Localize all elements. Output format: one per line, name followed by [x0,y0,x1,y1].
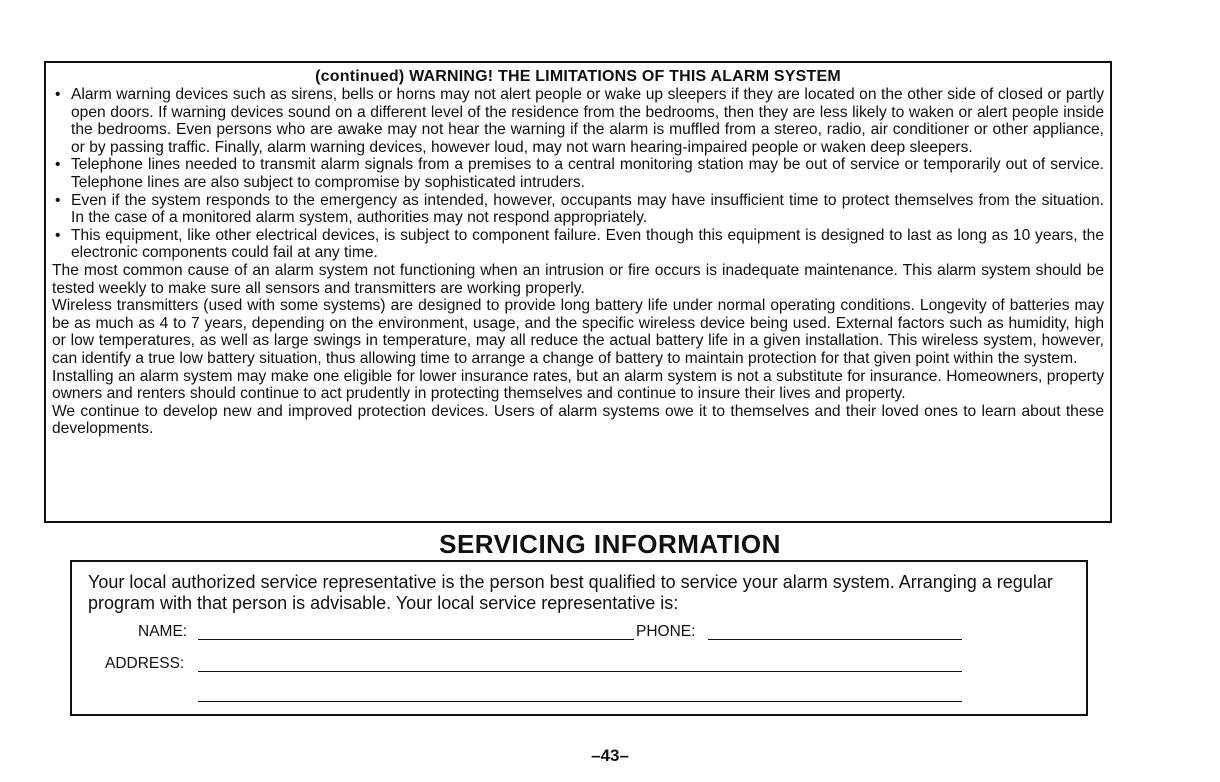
servicing-heading: SERVICING INFORMATION [439,529,781,559]
bullet-icon: • [55,226,61,244]
phone-label: PHONE: [636,623,696,640]
name-label: NAME: [138,623,188,640]
warning-bullet-text: Alarm warning devices such as sirens, bells or horns may not alert people or wake up sleepers if they are located on the other side of closed or partly open doors. If warning devices sound on a different level of the residence from the bedrooms, then they are less likely to waken or alert people inside the bedrooms. Even persons who are awake may not hear the warning if the alarm is muffled from a stereo, radio, air conditioner or other appliance, or by passing traffic. Finally, alarm warning devices, however loud, may not warn hearing-impaired people or waken deep sleepers. [71,86,1104,156]
bullet-icon: • [55,191,61,209]
address-field-line[interactable] [198,671,962,672]
warning-bullet-text: Even if the system responds to the emergency as intended, however, occupants may have insufficient time to protect themselves from the situation. In the case of a monitored alarm system, authorities may not respond appropriately. [71,191,1104,227]
warning-bullet [52,192,1104,227]
wireless-battery-paragraph: Wireless transmitters (used with some systems) are designed to provide long battery life under normal operating conditions. Longevity of batteries may be as much as 4 to 7 years, depending on the environment, usage, and the specific wireless device being used. External factors such as humidity, high or low temperatures, as well as large swings in temperature, may all reduce the actual battery life in a given installation. This wireless system, however, can identify a true low battery situation, thus allowing time to arrange a change of battery to maintain protection for that given point within the system. [52,297,1104,367]
warning-bullet [52,156,1104,191]
name-field-line[interactable] [198,639,634,640]
servicing-box [70,560,1088,716]
insurance-paragraph: Installing an alarm system may make one eligible for lower insurance rates, but an alarm system is not a substitute for insurance. Homeowners, property owners and renters should continue to act prudently in protecting themselves and continue to insure their lives and property. [52,367,1104,403]
page-number: –43– [591,746,629,765]
warning-bullet [52,86,1104,156]
new-devices-paragraph: We continue to develop new and improved protection devices. Users of alarm systems owe it to themselves and their loved ones to learn about these developments. [52,402,1104,438]
maintenance-paragraph: The most common cause of an alarm system not functioning when an intrusion or fire occurs is inadequate maintenance. This alarm system should be tested weekly to make sure all sensors and transmitters are working properly. [52,261,1104,297]
warning-title: (continued) WARNING! THE LIMITATIONS OF THIS ALARM SYSTEM [315,68,841,85]
warning-bullet-text: This equipment, like other electrical devices, is subject to component failure. Even though this equipment is designed to last as long as 10 years, the electronic components could fail at any time. [71,226,1104,262]
bullet-icon: • [55,156,61,174]
address-label: ADDRESS: [105,655,185,672]
address-field-line-2[interactable] [198,701,962,702]
warning-bullet [52,227,1104,262]
bullet-icon: • [55,86,61,103]
warning-limitations-box [44,61,1112,523]
warning-bullet-text: Telephone lines needed to transmit alarm signals from a premises to a central monitoring station may be out of service or temporarily out of service. Telephone lines are also subject to compromise by sophisticated intruders. [71,156,1104,191]
servicing-text: Your local authorized service representative is the person best qualified to service your alarm system. Arranging a regular program with that person is advisable. Your local service representative is: [88,572,1053,613]
phone-field-line[interactable] [708,639,962,640]
